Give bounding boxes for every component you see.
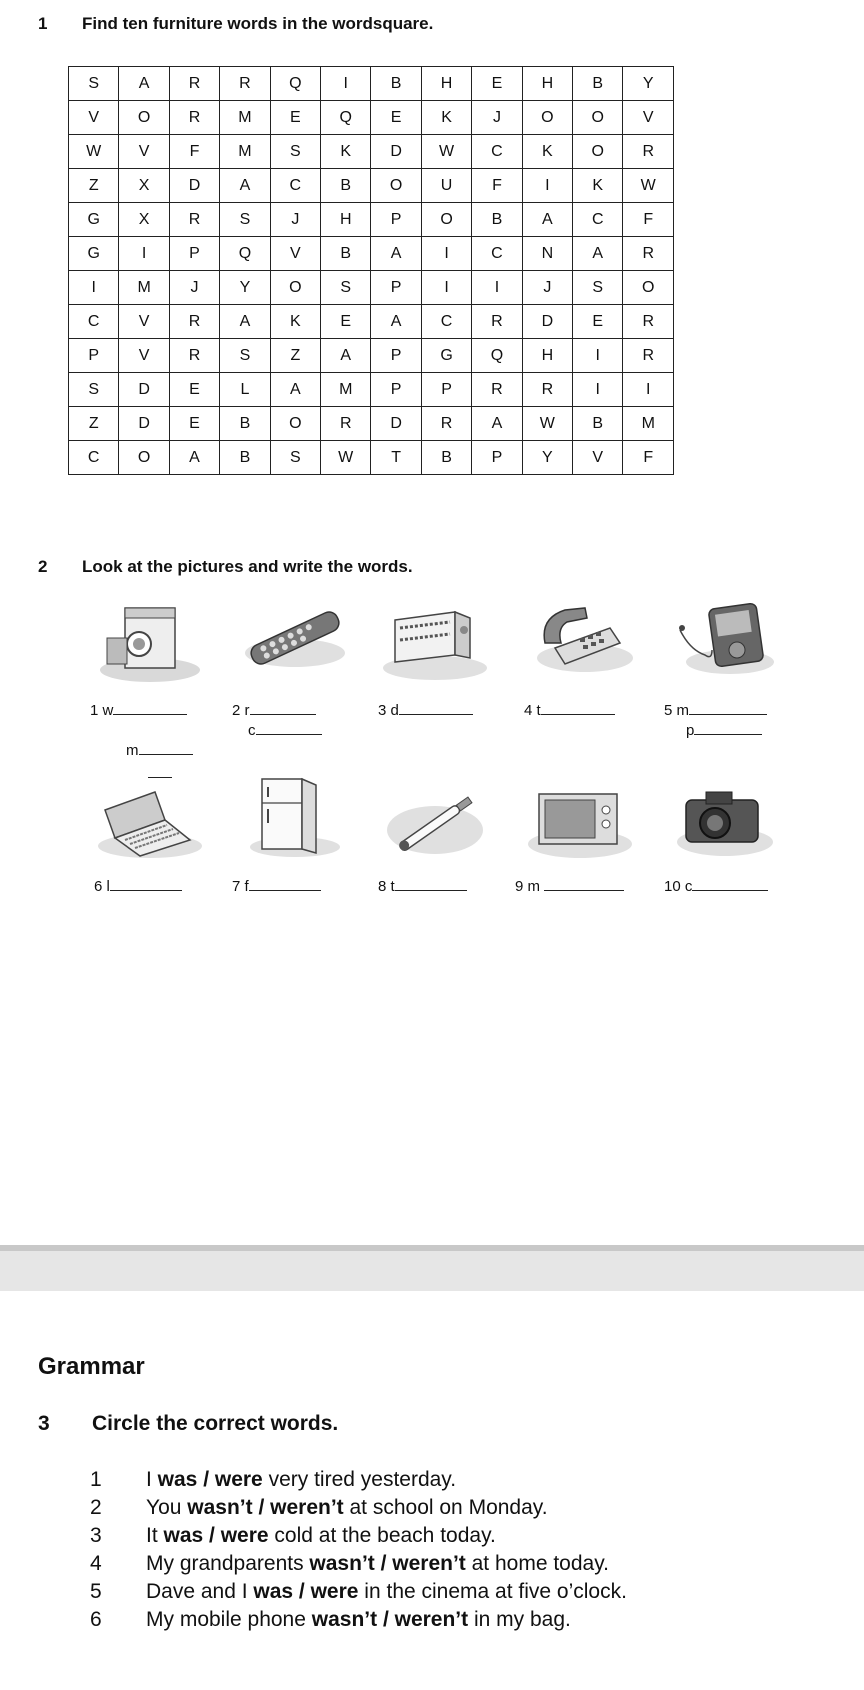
exercise-2-number: 2 <box>38 557 48 576</box>
answer-1b[interactable] <box>126 740 193 759</box>
grid-cell[interactable]: P <box>169 237 219 271</box>
grid-cell[interactable]: S <box>573 271 623 305</box>
grid-cell[interactable]: I <box>623 373 674 407</box>
grid-cell[interactable]: R <box>169 339 219 373</box>
grid-cell[interactable]: G <box>69 203 119 237</box>
grid-cell[interactable]: K <box>421 101 471 135</box>
sentence-item <box>90 1608 571 1632</box>
grid-cell[interactable]: S <box>69 373 119 407</box>
answer-1[interactable] <box>90 700 187 719</box>
exercise-3-number: 3 <box>38 1412 50 1435</box>
grid-cell[interactable]: I <box>321 67 371 101</box>
grid-cell[interactable]: W <box>421 135 471 169</box>
grid-cell[interactable]: V <box>119 339 169 373</box>
grid-row <box>69 67 674 101</box>
grid-cell[interactable]: R <box>472 373 522 407</box>
exercise-2-instruction: Look at the pictures and write the words. <box>82 557 413 576</box>
sentence-start: It <box>146 1524 164 1547</box>
grid-cell[interactable]: D <box>169 169 219 203</box>
grid-cell[interactable]: N <box>522 237 572 271</box>
grid-cell[interactable]: A <box>371 305 421 339</box>
grid-cell[interactable]: P <box>371 339 421 373</box>
answer-2b-label: c <box>248 722 256 739</box>
dishwasher-icon <box>380 600 490 684</box>
grid-cell[interactable]: M <box>623 407 674 441</box>
answer-1c-line <box>148 777 172 778</box>
grid-cell[interactable]: V <box>623 101 674 135</box>
answer-options[interactable]: wasn’t / weren’t <box>311 1608 469 1631</box>
sentence-start: I <box>146 1468 158 1491</box>
sentence-end: in the cinema at five o’clock. <box>358 1580 627 1603</box>
wordsquare-grid <box>68 66 674 475</box>
grid-cell[interactable]: F <box>623 441 674 475</box>
grid-cell[interactable]: I <box>421 237 471 271</box>
grid-cell[interactable]: F <box>472 169 522 203</box>
grid-cell[interactable]: O <box>371 169 421 203</box>
grid-cell[interactable]: W <box>623 169 674 203</box>
grid-cell[interactable]: R <box>321 407 371 441</box>
grid-cell[interactable]: O <box>623 271 674 305</box>
grid-cell[interactable]: Q <box>220 237 270 271</box>
grid-cell[interactable]: O <box>270 407 320 441</box>
grid-cell[interactable]: Q <box>270 67 320 101</box>
answer-options[interactable]: wasn’t / weren’t <box>309 1552 466 1575</box>
grid-cell[interactable]: T <box>371 441 421 475</box>
sentence-number: 6 <box>90 1608 102 1631</box>
answer-8-label: 8 t <box>378 878 395 895</box>
grid-cell[interactable]: S <box>270 441 320 475</box>
answer-3-label: 3 d <box>378 702 399 719</box>
grid-cell[interactable]: R <box>169 305 219 339</box>
sentence-number: 1 <box>90 1468 102 1491</box>
grid-cell[interactable]: A <box>220 169 270 203</box>
sentence-number: 3 <box>90 1524 102 1547</box>
sentence-number: 4 <box>90 1552 102 1575</box>
grid-row <box>69 101 674 135</box>
grid-cell[interactable]: Q <box>472 339 522 373</box>
answer-3[interactable] <box>378 700 473 719</box>
grid-cell[interactable]: J <box>169 271 219 305</box>
grid-row <box>69 407 674 441</box>
grid-cell[interactable]: C <box>69 441 119 475</box>
grid-cell[interactable]: S <box>321 271 371 305</box>
grid-cell[interactable]: W <box>522 407 572 441</box>
grid-cell[interactable]: O <box>270 271 320 305</box>
fridge-icon <box>240 775 350 859</box>
grid-cell[interactable]: K <box>573 169 623 203</box>
grid-cell[interactable]: C <box>573 203 623 237</box>
sentence-end: cold at the beach today. <box>268 1524 496 1547</box>
sentence-start: My mobile phone <box>146 1608 312 1631</box>
sentence-start: You <box>146 1496 188 1519</box>
grid-cell[interactable]: V <box>69 101 119 135</box>
sentence-end: in my bag. <box>468 1608 571 1631</box>
answer-10-label: 10 c <box>664 878 693 895</box>
sentence-start: My grandparents <box>146 1552 310 1575</box>
washing-machine-icon <box>95 600 205 684</box>
grid-cell[interactable]: Y <box>623 67 674 101</box>
grid-cell[interactable]: W <box>321 441 371 475</box>
answer-4[interactable] <box>524 700 615 719</box>
telephone-icon <box>525 598 635 682</box>
grid-cell[interactable]: K <box>522 135 572 169</box>
grid-row <box>69 305 674 339</box>
sentence-number: 2 <box>90 1496 102 1519</box>
grid-cell[interactable]: A <box>522 203 572 237</box>
grid-cell[interactable]: P <box>69 339 119 373</box>
grid-cell[interactable]: A <box>371 237 421 271</box>
grid-cell[interactable]: I <box>421 271 471 305</box>
camera-icon <box>670 778 780 862</box>
answer-5-label: 5 m <box>664 702 690 719</box>
grid-cell[interactable]: B <box>220 441 270 475</box>
microwave-icon <box>525 780 635 864</box>
answer-options[interactable]: was / were <box>253 1580 359 1603</box>
grid-cell[interactable]: B <box>573 67 623 101</box>
grid-cell[interactable]: I <box>522 169 572 203</box>
grid-cell[interactable]: E <box>573 305 623 339</box>
grid-cell[interactable]: M <box>220 135 270 169</box>
answer-8[interactable] <box>378 876 467 895</box>
answer-6-label: 6 l <box>94 878 110 895</box>
grid-cell[interactable]: S <box>220 203 270 237</box>
grid-cell[interactable]: R <box>522 373 572 407</box>
grid-cell[interactable]: L <box>220 373 270 407</box>
answer-7-label: 7 f <box>232 878 249 895</box>
grid-cell[interactable]: B <box>321 169 371 203</box>
mp3-player-icon <box>670 600 780 684</box>
answer-9[interactable] <box>515 876 624 895</box>
answer-10[interactable] <box>664 876 768 895</box>
answer-6[interactable] <box>94 876 182 895</box>
grid-cell[interactable]: V <box>573 441 623 475</box>
laptop-icon <box>95 780 205 864</box>
grid-cell[interactable]: R <box>169 101 219 135</box>
grid-cell[interactable]: A <box>169 441 219 475</box>
grid-cell[interactable]: S <box>69 67 119 101</box>
answer-options[interactable]: was / were <box>163 1524 269 1547</box>
grid-cell[interactable]: M <box>220 101 270 135</box>
grid-cell[interactable]: D <box>522 305 572 339</box>
sentence-item <box>90 1468 456 1492</box>
sentence-item <box>90 1524 496 1548</box>
grid-cell[interactable]: E <box>371 101 421 135</box>
grid-cell[interactable]: H <box>321 203 371 237</box>
grid-cell[interactable]: G <box>421 339 471 373</box>
sentence-end: at home today. <box>465 1552 609 1575</box>
grid-cell[interactable]: A <box>472 407 522 441</box>
grid-cell[interactable]: R <box>169 67 219 101</box>
toothbrush-icon <box>380 780 490 864</box>
exercise-3-instruction: Circle the correct words. <box>92 1412 339 1435</box>
grid-cell[interactable]: Z <box>69 407 119 441</box>
answer-options[interactable]: wasn’t / weren’t <box>187 1496 344 1519</box>
grid-cell[interactable]: A <box>573 237 623 271</box>
grid-cell[interactable]: C <box>69 305 119 339</box>
answer-1-label: 1 w <box>90 702 114 719</box>
grid-cell[interactable]: M <box>119 271 169 305</box>
grid-cell[interactable]: I <box>573 373 623 407</box>
grid-row <box>69 373 674 407</box>
grid-cell[interactable]: B <box>472 203 522 237</box>
grid-cell[interactable]: J <box>270 203 320 237</box>
grid-cell[interactable]: Z <box>69 169 119 203</box>
grid-cell[interactable]: X <box>119 169 169 203</box>
grid-cell[interactable]: D <box>119 373 169 407</box>
answer-2[interactable] <box>232 700 316 719</box>
grid-cell[interactable]: Q <box>321 101 371 135</box>
answer-2b[interactable] <box>248 720 322 739</box>
grid-cell[interactable]: S <box>220 339 270 373</box>
grid-row <box>69 441 674 475</box>
grid-cell[interactable]: I <box>69 271 119 305</box>
grid-cell[interactable]: J <box>472 101 522 135</box>
grid-cell[interactable]: C <box>270 169 320 203</box>
grid-cell[interactable]: E <box>270 101 320 135</box>
sentence-item <box>90 1552 609 1576</box>
grid-cell[interactable]: R <box>421 407 471 441</box>
answer-4-label: 4 t <box>524 702 541 719</box>
answer-options[interactable]: was / were <box>157 1468 263 1491</box>
grid-cell[interactable]: E <box>169 407 219 441</box>
grid-cell[interactable]: B <box>573 407 623 441</box>
answer-2-label: 2 r <box>232 702 250 719</box>
sentence-end: at school on Monday. <box>343 1496 548 1519</box>
grid-cell[interactable]: O <box>119 101 169 135</box>
grid-cell[interactable]: H <box>421 67 471 101</box>
grid-cell[interactable]: B <box>220 407 270 441</box>
grid-row <box>69 169 674 203</box>
grid-cell[interactable]: K <box>270 305 320 339</box>
grid-cell[interactable]: I <box>472 271 522 305</box>
grid-cell[interactable]: Y <box>220 271 270 305</box>
grid-cell[interactable]: V <box>119 135 169 169</box>
remote-control-icon <box>240 598 350 682</box>
grid-cell[interactable]: R <box>623 305 674 339</box>
grid-cell[interactable]: J <box>522 271 572 305</box>
grid-cell[interactable]: A <box>220 305 270 339</box>
grid-cell[interactable]: P <box>371 373 421 407</box>
grid-cell[interactable]: D <box>371 407 421 441</box>
grid-cell[interactable]: E <box>321 305 371 339</box>
grid-cell[interactable]: P <box>421 373 471 407</box>
grid-cell[interactable]: V <box>270 237 320 271</box>
grid-cell[interactable]: P <box>371 203 421 237</box>
grid-cell[interactable]: B <box>371 67 421 101</box>
grid-cell[interactable]: W <box>69 135 119 169</box>
grid-cell[interactable]: B <box>421 441 471 475</box>
grid-cell[interactable]: R <box>623 135 674 169</box>
grid-cell[interactable]: C <box>472 237 522 271</box>
grid-row <box>69 339 674 373</box>
grid-cell[interactable]: S <box>270 135 320 169</box>
grid-cell[interactable]: O <box>119 441 169 475</box>
grid-cell[interactable]: C <box>421 305 471 339</box>
grid-cell[interactable]: O <box>573 101 623 135</box>
grid-cell[interactable]: V <box>119 305 169 339</box>
answer-5b-label: p <box>686 722 695 739</box>
answer-9-label: 9 m <box>515 878 541 895</box>
page-divider <box>0 1245 864 1291</box>
grid-cell[interactable]: A <box>119 67 169 101</box>
grid-row <box>69 271 674 305</box>
grid-cell[interactable]: I <box>119 237 169 271</box>
grid-cell[interactable]: P <box>371 271 421 305</box>
answer-1b-label: m <box>126 742 139 759</box>
grid-row <box>69 237 674 271</box>
grid-cell[interactable]: Z <box>270 339 320 373</box>
grid-cell[interactable]: R <box>169 203 219 237</box>
grid-cell[interactable]: R <box>623 237 674 271</box>
exercise-1-number: 1 <box>38 14 48 33</box>
sentence-number: 5 <box>90 1580 102 1603</box>
grid-cell[interactable]: A <box>321 339 371 373</box>
grid-row <box>69 203 674 237</box>
grid-cell[interactable]: R <box>623 339 674 373</box>
grid-row <box>69 135 674 169</box>
grid-cell[interactable]: B <box>321 237 371 271</box>
grid-cell[interactable]: R <box>472 305 522 339</box>
grid-cell[interactable]: G <box>69 237 119 271</box>
sentence-end: very tired yesterday. <box>262 1468 457 1491</box>
grid-cell[interactable]: F <box>623 203 674 237</box>
grammar-title: Grammar <box>38 1353 145 1380</box>
sentence-item <box>90 1496 548 1520</box>
grid-cell[interactable]: O <box>573 135 623 169</box>
grid-cell[interactable]: O <box>522 101 572 135</box>
grid-cell[interactable]: X <box>119 203 169 237</box>
sentence-item <box>90 1580 627 1604</box>
answer-7[interactable] <box>232 876 321 895</box>
grid-cell[interactable]: A <box>270 373 320 407</box>
answer-5[interactable] <box>664 700 767 719</box>
grid-cell[interactable]: M <box>321 373 371 407</box>
grid-cell[interactable]: C <box>472 135 522 169</box>
grid-cell[interactable]: E <box>472 67 522 101</box>
grid-cell[interactable]: H <box>522 67 572 101</box>
grid-cell[interactable]: I <box>573 339 623 373</box>
grid-cell[interactable]: R <box>220 67 270 101</box>
answer-5b[interactable] <box>686 720 762 739</box>
grid-cell[interactable]: F <box>169 135 219 169</box>
grid-cell[interactable]: E <box>169 373 219 407</box>
grid-cell[interactable]: O <box>421 203 471 237</box>
grid-cell[interactable]: P <box>472 441 522 475</box>
grid-cell[interactable]: D <box>119 407 169 441</box>
grid-cell[interactable]: D <box>371 135 421 169</box>
grid-cell[interactable]: Y <box>522 441 572 475</box>
grid-cell[interactable]: K <box>321 135 371 169</box>
grid-cell[interactable]: U <box>421 169 471 203</box>
sentence-start: Dave and I <box>146 1580 254 1603</box>
exercise-1-instruction: Find ten furniture words in the wordsquare. <box>82 14 434 33</box>
grid-cell[interactable]: H <box>522 339 572 373</box>
